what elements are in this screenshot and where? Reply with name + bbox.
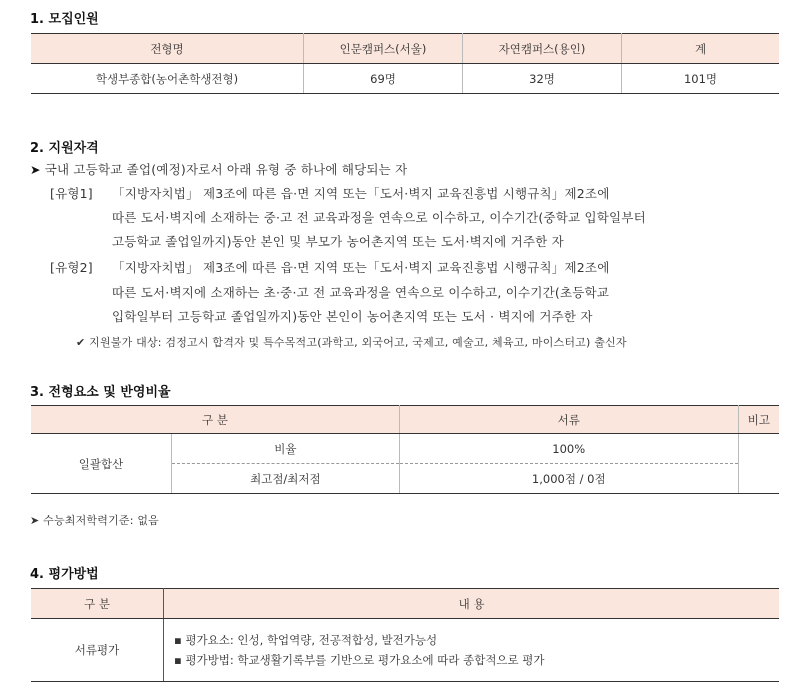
- arrow-icon: ➤: [30, 162, 41, 177]
- type2-line: 따른 도서·벽지에 소재하는 초·중·고 전 교육과정을 연속으로 이수하고, 이수기간(초등학교: [112, 285, 610, 300]
- check-icon: ✔: [76, 336, 86, 349]
- remark-cell: [738, 434, 779, 494]
- table-cell: [164, 619, 780, 682]
- section4-title: 4. 평가방법: [30, 567, 99, 582]
- table-cell: 69명: [304, 64, 463, 94]
- arrow-icon: ➤: [30, 514, 40, 527]
- type1-label: [유형1]: [50, 186, 93, 201]
- type1-line: 고등학교 졸업일까지)동안 본인 및 부모가 농어촌지역 또는 도서·벽지에 거주한 자: [112, 234, 564, 249]
- header-cell: 계: [622, 34, 780, 64]
- intro-text: 국내 고등학교 졸업(예정)자로서 아래 유형 중 하나에 해당되는 자: [44, 162, 408, 177]
- table-cell: 비율: [172, 434, 400, 464]
- table-row: [31, 619, 779, 682]
- enrollment-table: [31, 33, 779, 94]
- header-cell: 비고: [738, 406, 779, 434]
- evaluation-table: [31, 588, 779, 682]
- header-cell: 내 용: [164, 589, 780, 619]
- table-cell: 학생부종합(농어촌학생전형): [31, 64, 304, 94]
- table-cell: 100%: [399, 434, 738, 464]
- header-cell: 인문캠퍼스(서울): [304, 34, 463, 64]
- list-item: ▪ 평가방법: 학교생활기록부를 기반으로 평가요소에 따라 종합적으로 평가: [174, 653, 545, 667]
- note-text: 지원불가 대상: 검정고시 합격자 및 특수목적고(과학고, 외국어고, 국제고, 예술고, 체육고, 마이스터고) 출신자: [89, 336, 627, 349]
- table-header-row: [31, 34, 779, 64]
- type2-label: [유형2]: [50, 260, 93, 275]
- eligibility-intro: [30, 160, 407, 178]
- table-header-row: [31, 406, 779, 434]
- table-cell: 101명: [622, 64, 780, 94]
- table-row: [31, 64, 779, 94]
- note-text: 수능최저학력기준: 없음: [43, 514, 159, 527]
- section1-title: 1. 모집인원: [30, 12, 99, 27]
- table-cell: 32명: [463, 64, 622, 94]
- csat-note: [30, 512, 159, 528]
- table-row: [31, 434, 779, 464]
- type2-line: 「지방자치법」 제3조에 따른 읍·면 지역 또는「도서·벽지 교육진흥법 시행규칙」제2조에: [112, 260, 610, 275]
- group-cell: 일괄합산: [31, 434, 172, 494]
- ineligible-note: [76, 334, 627, 350]
- header-cell: 구 분: [31, 589, 164, 619]
- header-cell: 자연캠퍼스(용인): [463, 34, 622, 64]
- section2-title: 2. 지원자격: [30, 141, 99, 156]
- header-cell: 서류: [399, 406, 738, 434]
- table-cell: 1,000점 / 0점: [399, 464, 738, 494]
- header-cell: 구 분: [31, 406, 399, 434]
- list-item: ▪ 평가요소: 인성, 학업역량, 전공적합성, 발전가능성: [174, 633, 438, 647]
- table-header-row: [31, 589, 779, 619]
- header-cell: 전형명: [31, 34, 304, 64]
- section3-title: 3. 전형요소 및 반영비율: [30, 385, 171, 400]
- type1-line: 「지방자치법」 제3조에 따른 읍·면 지역 또는「도서·벽지 교육진흥법 시행규칙」제2조에: [112, 186, 610, 201]
- selection-ratio-table: [31, 405, 779, 494]
- table-cell: 서류평가: [31, 619, 164, 682]
- type1-line: 따른 도서·벽지에 소재하는 중·고 전 교육과정을 연속으로 이수하고, 이수기간(중학교 입학일부터: [112, 210, 646, 225]
- type2-line: 입학일부터 고등학교 졸업일까지)동안 본인이 농어촌지역 또는 도서 · 벽지에 거주한 자: [112, 309, 593, 324]
- table-cell: 최고점/최저점: [172, 464, 400, 494]
